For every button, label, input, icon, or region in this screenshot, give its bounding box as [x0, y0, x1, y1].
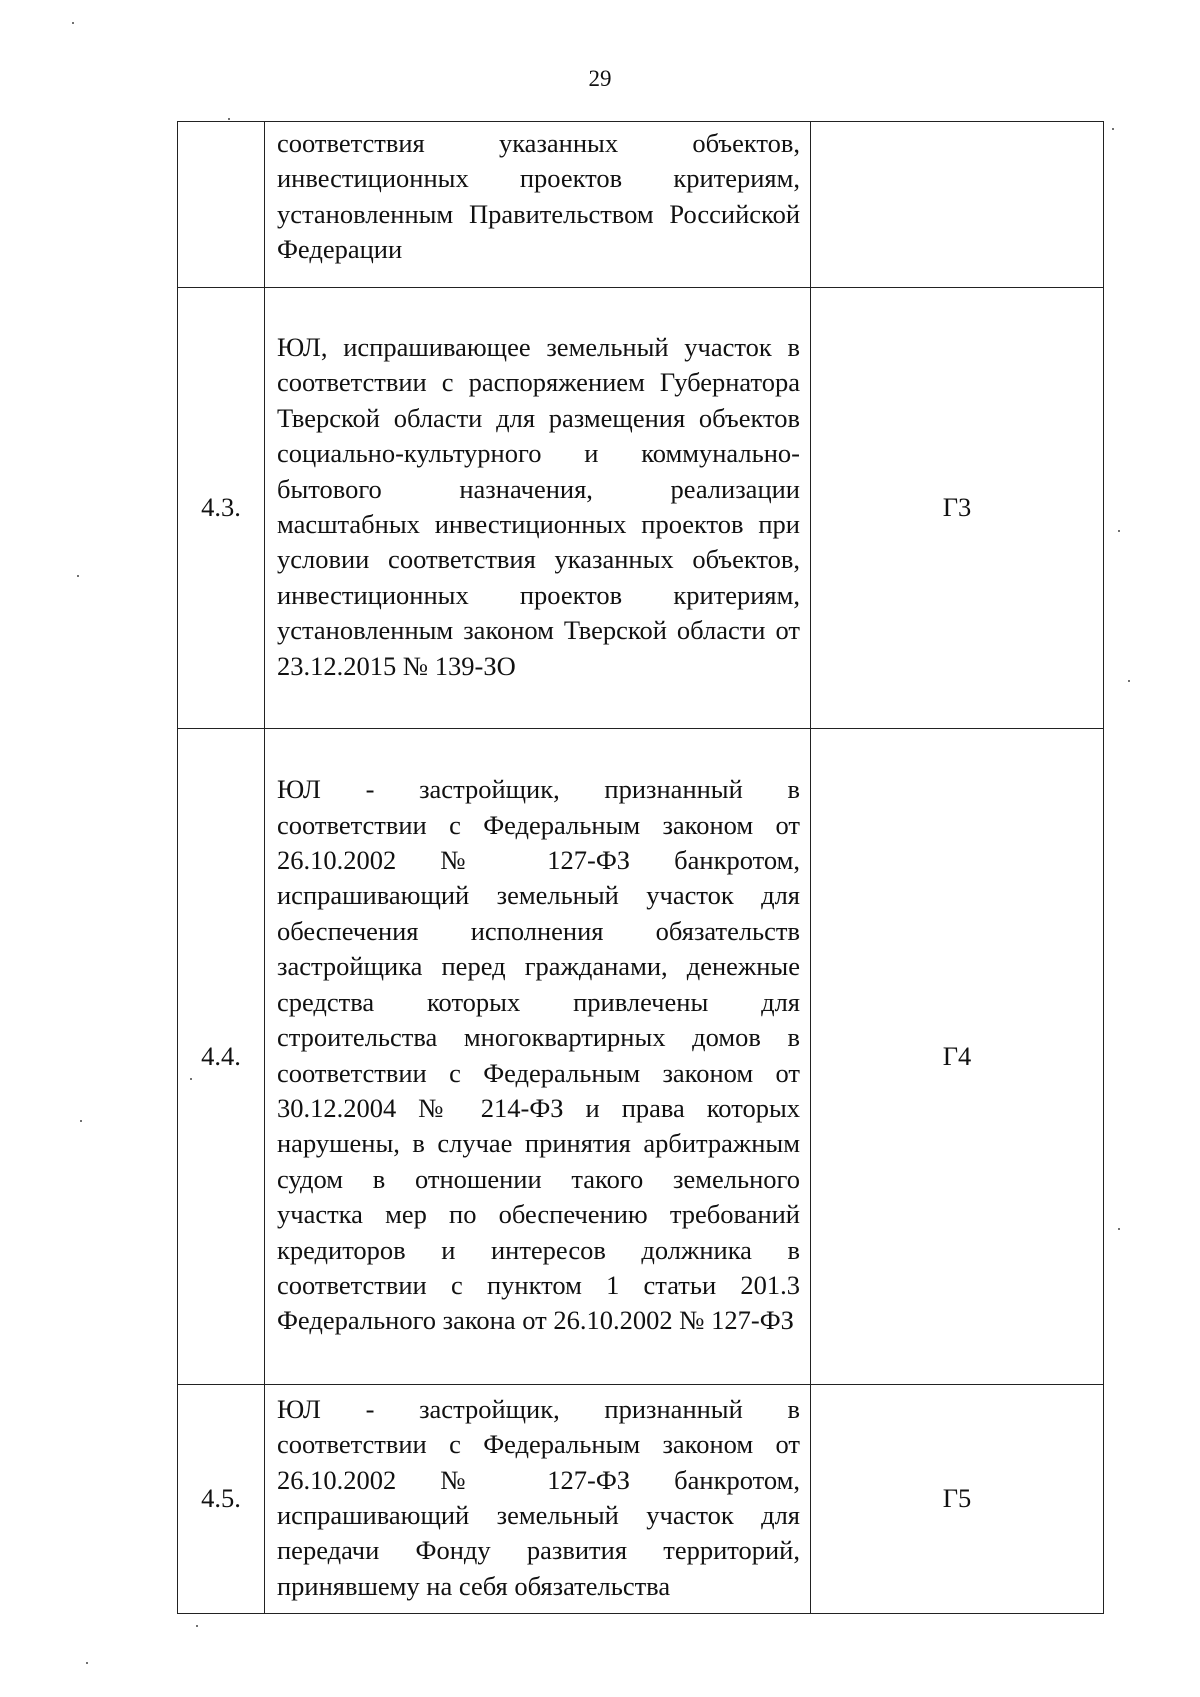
row-number: 4.3.	[178, 288, 265, 729]
row-code: Г5	[811, 1385, 1104, 1614]
row-description: соответствия указанных объектов, инвестиционных проектов критериям, установленным Правительством Российской Федерации	[265, 122, 811, 288]
row-code: Г4	[811, 729, 1104, 1385]
scan-speck	[77, 575, 79, 577]
scan-speck	[1118, 1228, 1120, 1230]
table-row	[178, 1385, 1104, 1614]
row-number: 4.5.	[178, 1385, 265, 1614]
table-row	[178, 122, 1104, 288]
scan-speck	[72, 22, 74, 24]
scan-speck	[86, 1662, 88, 1664]
row-number: 4.4.	[178, 729, 265, 1385]
scan-speck	[1118, 530, 1120, 532]
document-table	[177, 121, 1104, 1614]
scan-speck	[228, 118, 230, 120]
scan-speck	[1128, 680, 1130, 682]
scan-speck	[190, 1078, 192, 1080]
row-description: ЮЛ - застройщик, признанный в соответствии с Федеральным законом от 26.10.2002 № 127-ФЗ банкротом, испрашивающий земельный участок для передачи Фонду развития территорий, принявшему на себя обязательства	[265, 1385, 811, 1614]
table-row	[178, 729, 1104, 1385]
scan-speck	[1112, 128, 1114, 130]
row-code	[811, 122, 1104, 288]
scan-speck	[80, 1120, 82, 1122]
page-number: 29	[588, 66, 612, 91]
row-code: Г3	[811, 288, 1104, 729]
scan-speck	[196, 1625, 198, 1627]
row-number	[178, 122, 265, 288]
row-description: ЮЛ - застройщик, признанный в соответствии с Федеральным законом от 26.10.2002 № 127-ФЗ банкротом, испрашивающий земельный участок для обеспечения исполнения обязательств застройщика перед гражданами, денежные средства которых привлечены для строительства многоквартирных домов в соответствии с Федеральным законом от 30.12.2004 № 214-ФЗ и права которых нарушены, в случае принятия арбитражным судом в отношении такого земельного участка мер по обеспечению требований кредиторов и интересов должника в соответствии с пунктом 1 статьи 201.3 Федерального закона от 26.10.2002 № 127-ФЗ	[265, 729, 811, 1385]
table-row	[178, 288, 1104, 729]
row-description: ЮЛ, испрашивающее земельный участок в соответствии с распоряжением Губернатора Тверской области для размещения объектов социально-культурного и коммунально-бытового назначения, реализации масштабных инвестиционных проектов при условии соответствия указанных объектов, инвестиционных проектов критериям, установленным законом Тверской области от 23.12.2015 № 139-ЗО	[265, 288, 811, 729]
